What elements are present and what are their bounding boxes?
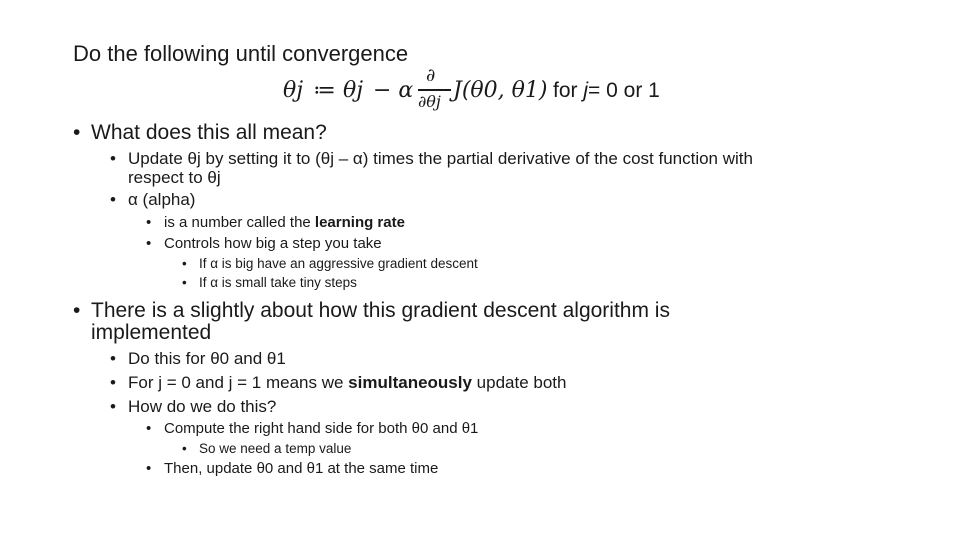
bullet-how: How do we do this?: [128, 397, 277, 416]
formula-partial-bottom: ∂θj: [418, 92, 441, 111]
simultaneous-term: simultaneously: [348, 373, 472, 392]
formula-cost-function: J(θ0, θ1): [453, 78, 548, 103]
bullet-update-theta-line2: respect to θj: [128, 168, 221, 187]
bullet-learning-rate: [164, 214, 405, 231]
bullet-step-size: Controls how big a step you take: [164, 235, 382, 252]
bullet: •: [182, 441, 187, 456]
bullet: •: [182, 256, 187, 271]
formula-partial-top: ∂: [426, 65, 436, 86]
learning-rate-term: learning rate: [314, 214, 405, 231]
bullet: •: [73, 121, 81, 144]
bullet: •: [146, 420, 152, 437]
bullet-alpha: α (alpha): [128, 190, 196, 209]
bullet: •: [73, 299, 81, 322]
bullet: •: [182, 275, 187, 290]
formula-minus-alpha: − α: [373, 78, 414, 103]
bullet-implementation-line2: implemented: [91, 321, 212, 344]
bullet-alpha-big: If α is big have an aggressive gradient descent: [199, 256, 478, 271]
formula-assign: ≔: [313, 78, 336, 103]
bullet-update-theta-line1: Update θj by setting it to (θj – α) times the partial derivative of the cost function with: [128, 149, 753, 168]
bullet: •: [110, 190, 116, 209]
bullet-temp-value: So we need a temp value: [199, 441, 352, 456]
bullet: •: [146, 235, 152, 252]
bullet: •: [110, 149, 116, 168]
formula-condition: [553, 79, 660, 103]
bullet: •: [110, 373, 116, 392]
formula-lhs: θj: [283, 78, 304, 103]
slide-heading: Do the following until convergence: [73, 41, 409, 66]
bullet-do-this: Do this for θ0 and θ1: [128, 349, 286, 368]
bullet: •: [110, 349, 116, 368]
bullet-what-does-this-mean: What does this all mean?: [91, 121, 327, 144]
learning-rate-prefix: is a number called the: [164, 214, 315, 231]
bullet-implementation-line1: There is a slightly about how this gradient descent algorithm is: [91, 299, 670, 322]
bullet-compute: Compute the right hand side for both θ0 and θ1: [164, 420, 479, 437]
bullet-update-same-time: Then, update θ0 and θ1 at the same time: [164, 460, 439, 477]
formula-condition-text: = 0 or 1: [588, 79, 660, 102]
bullet: •: [146, 214, 152, 231]
formula-j-var: j: [583, 79, 589, 102]
bullet: •: [110, 397, 116, 416]
simultaneous-prefix: For j = 0 and j = 1 means we: [128, 373, 349, 392]
bullet: •: [146, 460, 152, 477]
bullet-alpha-small: If α is small take tiny steps: [199, 275, 357, 290]
formula-for-text: for: [553, 79, 578, 102]
simultaneous-suffix: update both: [471, 373, 567, 392]
bullet-simultaneous: [128, 373, 566, 393]
formula-theta: θj: [343, 78, 364, 103]
fraction-bar: [418, 89, 451, 91]
